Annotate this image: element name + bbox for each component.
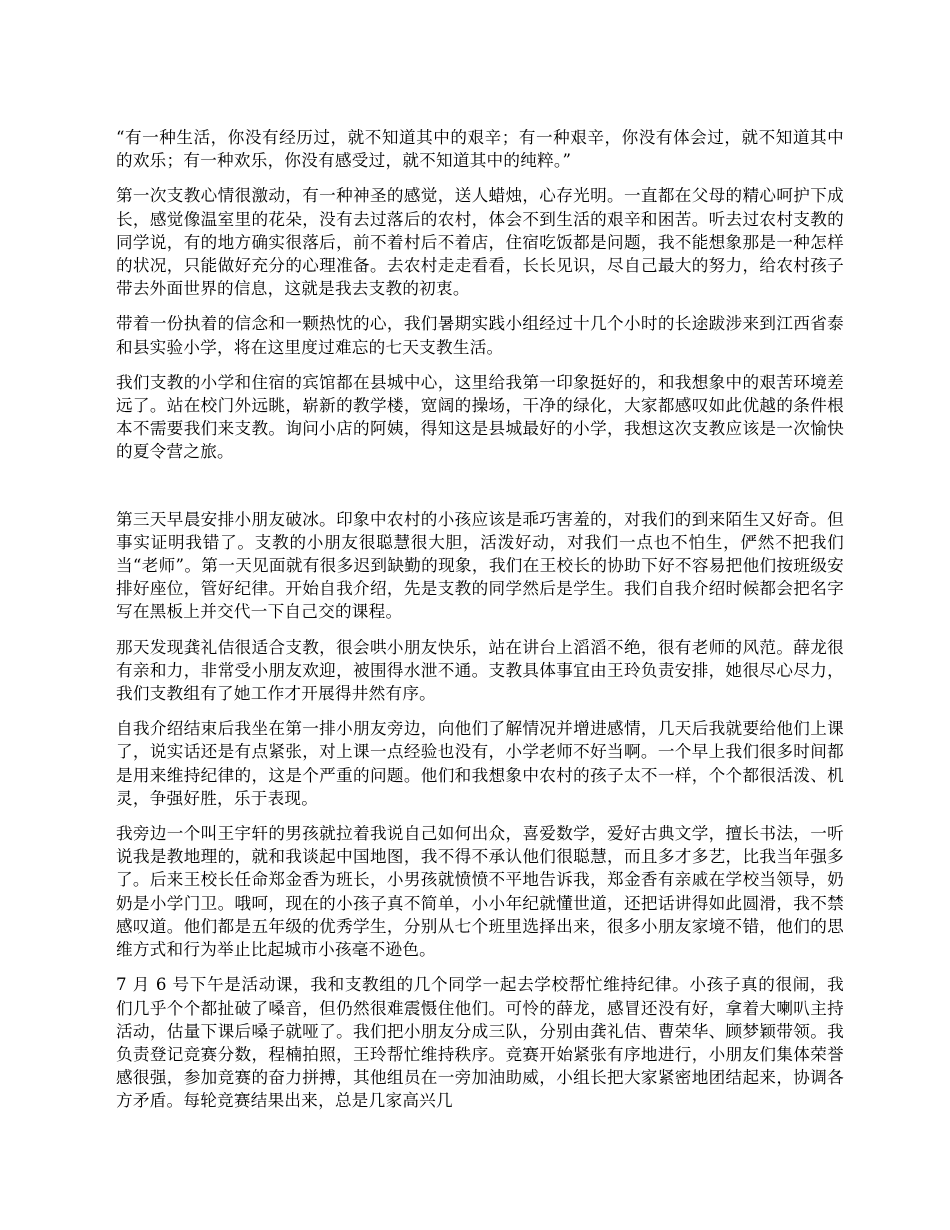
paragraph-motivation: 第一次支教心情很激动，有一种神圣的感觉，送人蜡烛，心存光明。一直都在父母的精心呵护下成长，感觉像温室里的花朵，没有去过落后的农村，体会不到生活的艰辛和困苦。听去过农村支教的同学说，有的地方确实很落后，前不着村后不着店，住宿吃饭都是问题，我不能想象那是一种怎样的状况，只能做好充分的心理准备。去农村走走看看，长长见识，尽自己最大的努力，给农村孩子带去外面世界的信息，这就是我去支教的初衷。 [116,186,844,299]
document-body [116,126,844,1125]
paragraph-activity-class: 7 月 6 号下午是活动课，我和支教组的几个同学一起去学校帮忙维持纪律。小孩子真的很闹，我们几乎个个都扯破了嗓音，但仍然很难震慑住他们。可怜的薛龙，感冒还没有好，拿着大喇叭主持活动，估量下课后嗓子就哑了。我们把小朋友分成三队，分别由龚礼佶、曹荣华、顾梦颖带领。我负责登记竞赛分数，程楠拍照，王玲帮忙维持秩序。竞赛开始紧张有序地进行，小朋友们集体荣誉感很强，参加竞赛的奋力拼搏，其他组员在一旁加油助威，小组长把大家紧密地团结起来，协调各方矛盾。每轮竞赛结果出来，总是几家高兴几 [116,975,844,1111]
paragraph-opening-quote: “有一种生活，你没有经历过，就不知道其中的艰辛；有一种艰辛，你没有体会过，就不知道其中的欢乐；有一种欢乐，你没有感受过，就不知道其中的纯粹。” [116,128,844,171]
paragraph-journey: 带着一份执着的信念和一颗热忱的心，我们暑期实践小组经过十几个小时的长途跋涉来到江西省泰和县实验小学，将在这里度过难忘的七天支教生活。 [116,314,844,357]
paragraph-student-wang: 我旁边一个叫王宇轩的男孩就拉着我说自己如何出众，喜爱数学，爱好古典文学，擅长书法，一听说我是教地理的，就和我谈起中国地图，我不得不承认他们很聪慧，而且多才多艺，比我当年强多了。后来王校长任命郑金香为班长，小男孩就愤愤不平地告诉我，郑金香有亲戚在学校当领导，奶奶是小学门卫。哦呵，现在的小孩子真不简单，小小年纪就懂世道，还把话讲得如此圆滑，我不禁感叹道。他们都是五年级的优秀学生，分别从七个班里选择出来，很多小朋友家境不错，他们的思维方式和行为举止比起城市小孩毫不逊色。 [116,824,844,960]
paragraph-teammates: 那天发现龚礼佶很适合支教，很会哄小朋友快乐，站在讲台上滔滔不绝，很有老师的风范。薛龙很有亲和力，非常受小朋友欢迎，被围得水泄不通。支教具体事宜由王玲负责安排，她很尽心尽力，我们支教组有了她工作才开展得井然有序。 [116,637,844,704]
section-gap [116,476,844,508]
paragraph-icebreaker: 第三天早晨安排小朋友破冰。印象中农村的小孩应该是乖巧害羞的，对我们的到来陌生又好奇。但事实证明我错了。支教的小朋友很聪慧很大胆，活泼好动，对我们一点也不怕生，俨然不把我们当“老师”。第一天见面就有很多迟到缺勤的现象，我们在王校长的协助下好不容易把他们按班级安排好座位，管好纪律。开始自我介绍，先是支教的同学然后是学生。我们自我介绍时候都会把名字写在黑板上并交代一下自己交的课程。 [116,509,844,622]
paragraph-self-introduction: 自我介绍结束后我坐在第一排小朋友旁边，向他们了解情况并增进感情，几天后我就要给他们上课了，说实话还是有点紧张，对上课一点经验也没有，小学老师不好当啊。一个早上我们很多时间都是用来维持纪律的，这是个严重的问题。他们和我想象中农村的孩子太不一样，个个都很活泼、机灵，争强好胜，乐于表现。 [116,719,844,808]
paragraph-first-impression: 我们支教的小学和住宿的宾馆都在县城中心，这里给我第一印象挺好的，和我想象中的艰苦环境差远了。站在校门外远眺，崭新的教学楼，宽阔的操场，干净的绿化，大家都感叹如此优越的条件根本不需要我们来支教。询问小店的阿姨，得知这是县城最好的小学，我想这次支教应该是一次愉快的夏令营之旅。 [116,372,844,462]
